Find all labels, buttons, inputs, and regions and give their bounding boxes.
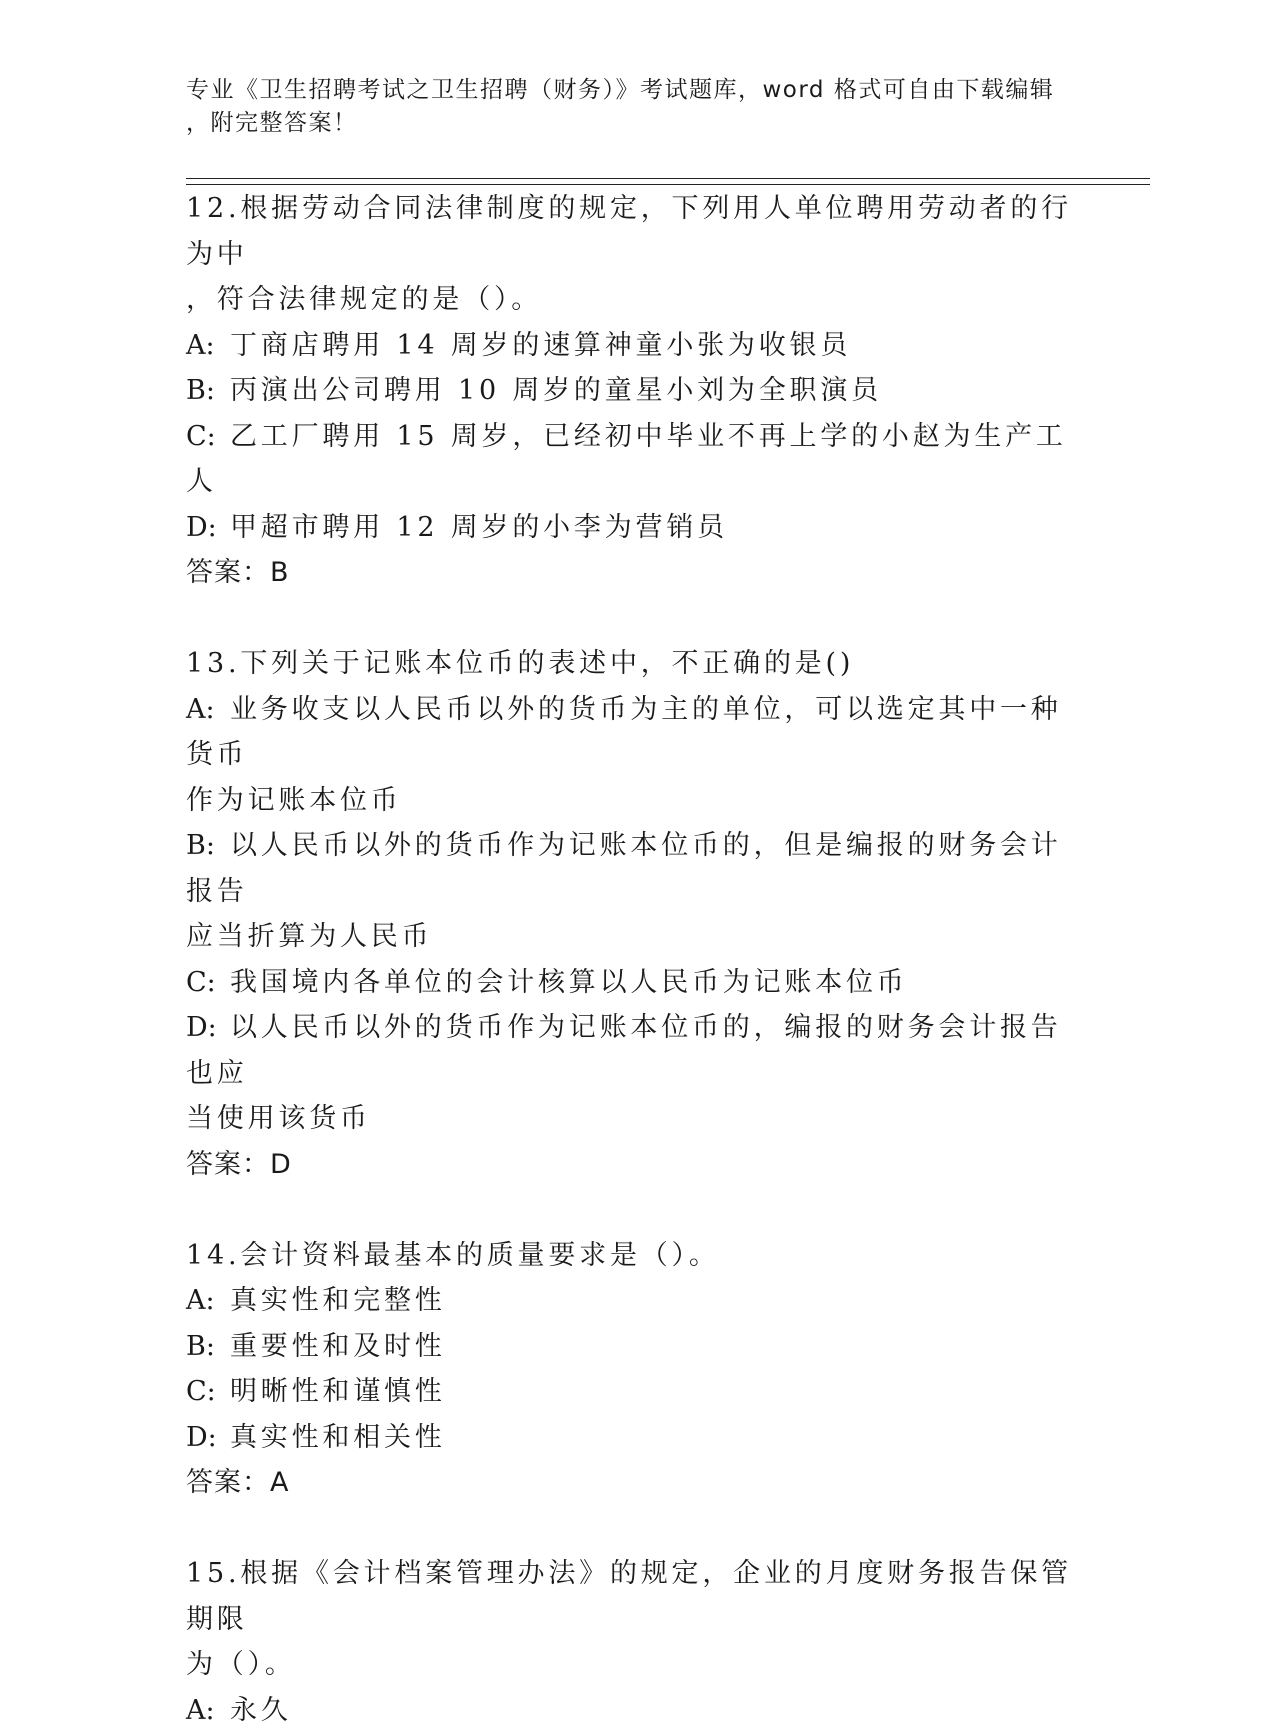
question-text: 12.根据劳动合同法律制度的规定，下列用人单位聘用劳动者的行为中 xyxy=(186,186,1086,277)
option-text: 丁商店聘用 14 周岁的速算神童小张为收银员 xyxy=(230,330,851,361)
header-line-2: ，附完整答案！ xyxy=(186,107,1066,140)
option-text: 重要性和及时性 xyxy=(230,1331,446,1362)
option-d xyxy=(186,1005,1086,1096)
question-13 xyxy=(186,641,1086,1187)
option-b xyxy=(186,1324,1086,1370)
header-line-1: 专业《卫生招聘考试之卫生招聘（财务）》考试题库，word 格式可自由下载编辑 xyxy=(186,74,1066,107)
question-text: 15.根据《会计档案管理办法》的规定，企业的月度财务报告保管期限 xyxy=(186,1551,1086,1642)
option-b-cont: 应当折算为人民币 xyxy=(186,914,1086,960)
option-key: D: xyxy=(186,1415,230,1461)
option-key: C: xyxy=(186,1369,230,1415)
option-c xyxy=(186,1369,1086,1415)
option-text: 真实性和完整性 xyxy=(230,1285,446,1316)
option-key: D: xyxy=(186,1005,230,1051)
option-text: 明晰性和谨慎性 xyxy=(230,1376,446,1407)
option-a xyxy=(186,1688,1086,1733)
question-text: 14.会计资料最基本的质量要求是（）。 xyxy=(186,1233,1086,1279)
option-text: 业务收支以人民币以外的货币为主的单位，可以选定其中一种货币 xyxy=(186,694,1062,771)
question-list xyxy=(186,186,1086,1733)
question-text: 13.下列关于记账本位币的表述中，不正确的是() xyxy=(186,641,1086,687)
option-b xyxy=(186,368,1086,414)
spacer xyxy=(186,1506,1086,1552)
question-text-cont: ，符合法律规定的是（）。 xyxy=(186,277,1086,323)
answer: 答案：A xyxy=(186,1460,1086,1506)
option-text: 以人民币以外的货币作为记账本位币的，编报的财务会计报告也应 xyxy=(186,1012,1062,1089)
option-key: B: xyxy=(186,1324,230,1370)
spacer xyxy=(186,1187,1086,1233)
option-text: 以人民币以外的货币作为记账本位币的，但是编报的财务会计报告 xyxy=(186,830,1062,907)
question-12 xyxy=(186,186,1086,596)
option-text: 丙演出公司聘用 10 周岁的童星小刘为全职演员 xyxy=(230,375,882,406)
option-key: D: xyxy=(186,505,230,551)
option-c xyxy=(186,414,1086,505)
option-text: 真实性和相关性 xyxy=(230,1422,446,1453)
option-a-cont: 作为记账本位币 xyxy=(186,778,1086,824)
header-divider-top xyxy=(186,178,1150,179)
option-key: A: xyxy=(186,687,230,733)
header-divider-bottom xyxy=(186,184,1150,185)
option-a xyxy=(186,687,1086,778)
option-key: A: xyxy=(186,1278,230,1324)
option-key: A: xyxy=(186,323,230,369)
option-text: 乙工厂聘用 15 周岁，已经初中毕业不再上学的小赵为生产工人 xyxy=(186,421,1067,498)
option-key: B: xyxy=(186,368,230,414)
option-d-cont: 当使用该货币 xyxy=(186,1096,1086,1142)
option-b xyxy=(186,823,1086,914)
option-a xyxy=(186,323,1086,369)
option-d xyxy=(186,505,1086,551)
answer: 答案：B xyxy=(186,550,1086,596)
option-key: A: xyxy=(186,1688,230,1733)
question-15 xyxy=(186,1551,1086,1733)
question-text-cont: 为（）。 xyxy=(186,1642,1086,1688)
option-key: C: xyxy=(186,960,230,1006)
option-d xyxy=(186,1415,1086,1461)
option-text: 我国境内各单位的会计核算以人民币为记账本位币 xyxy=(230,967,908,998)
question-14 xyxy=(186,1233,1086,1506)
spacer xyxy=(186,596,1086,642)
option-text: 永久 xyxy=(230,1695,292,1726)
option-a xyxy=(186,1278,1086,1324)
option-text: 甲超市聘用 12 周岁的小李为营销员 xyxy=(230,512,728,543)
document-header xyxy=(186,74,1066,140)
answer: 答案：D xyxy=(186,1142,1086,1188)
option-key: B: xyxy=(186,823,230,869)
option-key: C: xyxy=(186,414,230,460)
option-c xyxy=(186,960,1086,1006)
